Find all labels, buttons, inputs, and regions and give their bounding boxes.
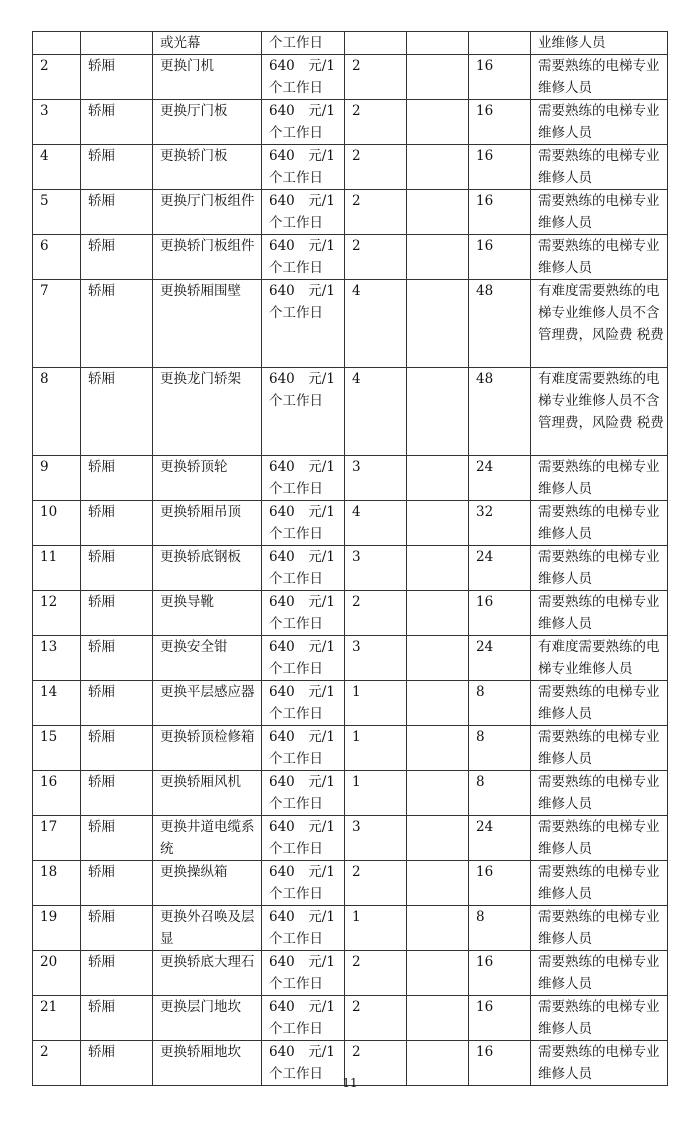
row-number-cell: 2 xyxy=(33,55,81,100)
price-cell: 640 元/1个工作日 xyxy=(262,145,345,190)
table-row xyxy=(33,906,668,951)
blank-cell xyxy=(407,456,469,501)
part-cell: 轿厢 xyxy=(81,591,153,636)
blank-cell xyxy=(407,861,469,906)
days-cell: 2 xyxy=(345,235,407,280)
part-cell xyxy=(81,32,153,55)
blank-cell xyxy=(407,235,469,280)
hours-cell: 16 xyxy=(469,861,531,906)
part-cell: 轿厢 xyxy=(81,456,153,501)
part-cell: 轿厢 xyxy=(81,280,153,368)
note-cell: 需要熟练的电梯专业维修人员 xyxy=(531,145,668,190)
table-row xyxy=(33,190,668,235)
note-cell: 业维修人员 xyxy=(531,32,668,55)
hours-cell: 16 xyxy=(469,951,531,996)
note-cell: 需要熟练的电梯专业维修人员 xyxy=(531,726,668,771)
item-cell: 更换轿厢围壁 xyxy=(153,280,262,368)
note-cell: 需要熟练的电梯专业维修人员 xyxy=(531,190,668,235)
price-cell: 640 元/1个工作日 xyxy=(262,100,345,145)
days-cell: 2 xyxy=(345,591,407,636)
note-cell: 需要熟练的电梯专业维修人员 xyxy=(531,501,668,546)
hours-cell: 16 xyxy=(469,1041,531,1086)
note-cell: 需要熟练的电梯专业维修人员 xyxy=(531,591,668,636)
blank-cell xyxy=(407,501,469,546)
note-cell: 需要熟练的电梯专业维修人员 xyxy=(531,456,668,501)
table-row xyxy=(33,816,668,861)
table-row xyxy=(33,546,668,591)
days-cell: 1 xyxy=(345,771,407,816)
blank-cell xyxy=(407,906,469,951)
item-cell: 更换井道电缆系统 xyxy=(153,816,262,861)
note-cell: 需要熟练的电梯专业维修人员 xyxy=(531,100,668,145)
row-number-cell: 21 xyxy=(33,996,81,1041)
note-cell: 需要熟练的电梯专业维修人员 xyxy=(531,235,668,280)
item-cell: 更换轿底钢板 xyxy=(153,546,262,591)
days-cell: 2 xyxy=(345,190,407,235)
table-row xyxy=(33,32,668,55)
price-cell: 640 元/1个工作日 xyxy=(262,996,345,1041)
part-cell: 轿厢 xyxy=(81,145,153,190)
part-cell: 轿厢 xyxy=(81,771,153,816)
row-number-cell: 7 xyxy=(33,280,81,368)
item-cell: 更换轿顶检修箱 xyxy=(153,726,262,771)
price-cell: 640 元/1个工作日 xyxy=(262,591,345,636)
price-cell: 640 元/1个工作日 xyxy=(262,190,345,235)
part-cell: 轿厢 xyxy=(81,100,153,145)
price-cell: 640 元/1个工作日 xyxy=(262,771,345,816)
row-number-cell: 11 xyxy=(33,546,81,591)
part-cell: 轿厢 xyxy=(81,368,153,456)
item-cell: 更换厅门板 xyxy=(153,100,262,145)
item-cell: 更换层门地坎 xyxy=(153,996,262,1041)
table-row xyxy=(33,280,668,368)
table-row xyxy=(33,951,668,996)
price-cell: 640 元/1个工作日 xyxy=(262,280,345,368)
hours-cell: 16 xyxy=(469,190,531,235)
price-cell: 640 元/1个工作日 xyxy=(262,235,345,280)
row-number-cell: 19 xyxy=(33,906,81,951)
item-cell: 更换安全钳 xyxy=(153,636,262,681)
blank-cell xyxy=(407,280,469,368)
days-cell: 3 xyxy=(345,816,407,861)
hours-cell: 16 xyxy=(469,100,531,145)
table-row xyxy=(33,235,668,280)
table-row xyxy=(33,501,668,546)
note-cell: 需要熟练的电梯专业维修人员 xyxy=(531,681,668,726)
table-row xyxy=(33,368,668,456)
part-cell: 轿厢 xyxy=(81,235,153,280)
item-cell: 更换轿底大理石 xyxy=(153,951,262,996)
table-row xyxy=(33,456,668,501)
item-cell: 更换平层感应器 xyxy=(153,681,262,726)
page-number: 11 xyxy=(342,1076,358,1090)
item-cell: 更换轿厢吊顶 xyxy=(153,501,262,546)
row-number-cell: 3 xyxy=(33,100,81,145)
item-cell: 更换厅门板组件 xyxy=(153,190,262,235)
blank-cell xyxy=(407,100,469,145)
price-cell: 640 元/1个工作日 xyxy=(262,55,345,100)
part-cell: 轿厢 xyxy=(81,1041,153,1086)
price-cell: 640 元/1个工作日 xyxy=(262,816,345,861)
price-cell: 640 元/1个工作日 xyxy=(262,636,345,681)
days-cell: 2 xyxy=(345,996,407,1041)
hours-cell: 48 xyxy=(469,280,531,368)
blank-cell xyxy=(407,951,469,996)
days-cell: 3 xyxy=(345,636,407,681)
days-cell: 2 xyxy=(345,55,407,100)
price-cell: 640 元/1个工作日 xyxy=(262,456,345,501)
hours-cell: 16 xyxy=(469,235,531,280)
days-cell: 2 xyxy=(345,145,407,190)
days-cell: 2 xyxy=(345,1041,407,1086)
note-cell: 需要熟练的电梯专业维修人员 xyxy=(531,55,668,100)
hours-cell: 32 xyxy=(469,501,531,546)
note-cell: 有难度需要熟练的电梯专业维修人员 xyxy=(531,636,668,681)
row-number-cell: 13 xyxy=(33,636,81,681)
table-row xyxy=(33,100,668,145)
price-cell: 640 元/1个工作日 xyxy=(262,368,345,456)
note-cell: 需要熟练的电梯专业维修人员 xyxy=(531,546,668,591)
table-body xyxy=(33,32,668,1086)
hours-cell: 16 xyxy=(469,996,531,1041)
table-row xyxy=(33,55,668,100)
row-number-cell: 2 xyxy=(33,1041,81,1086)
blank-cell xyxy=(407,145,469,190)
row-number-cell: 14 xyxy=(33,681,81,726)
hours-cell: 24 xyxy=(469,456,531,501)
hours-cell: 16 xyxy=(469,55,531,100)
part-cell: 轿厢 xyxy=(81,55,153,100)
row-number-cell: 5 xyxy=(33,190,81,235)
part-cell: 轿厢 xyxy=(81,951,153,996)
row-number-cell: 18 xyxy=(33,861,81,906)
price-cell: 640 元/1个工作日 xyxy=(262,501,345,546)
days-cell: 2 xyxy=(345,100,407,145)
row-number-cell: 6 xyxy=(33,235,81,280)
days-cell: 1 xyxy=(345,726,407,771)
item-cell: 更换轿门板 xyxy=(153,145,262,190)
item-cell: 更换外召唤及层显 xyxy=(153,906,262,951)
table-row xyxy=(33,636,668,681)
note-cell: 有难度需要熟练的电梯专业维修人员不含管理费，风险费 税费 xyxy=(531,368,668,456)
note-cell: 需要熟练的电梯专业维修人员 xyxy=(531,906,668,951)
price-cell: 640 元/1个工作日 xyxy=(262,726,345,771)
hours-cell: 48 xyxy=(469,368,531,456)
repair-items-table xyxy=(32,31,668,1086)
row-number-cell: 12 xyxy=(33,591,81,636)
item-cell: 更换轿厢地坎 xyxy=(153,1041,262,1086)
hours-cell: 24 xyxy=(469,546,531,591)
hours-cell: 24 xyxy=(469,816,531,861)
table-row xyxy=(33,726,668,771)
table-row xyxy=(33,996,668,1041)
item-cell: 更换导靴 xyxy=(153,591,262,636)
row-number-cell xyxy=(33,32,81,55)
note-cell: 需要熟练的电梯专业维修人员 xyxy=(531,1041,668,1086)
part-cell: 轿厢 xyxy=(81,190,153,235)
days-cell: 3 xyxy=(345,456,407,501)
hours-cell: 8 xyxy=(469,906,531,951)
price-cell: 640 元/1个工作日 xyxy=(262,1041,345,1086)
blank-cell xyxy=(407,591,469,636)
days-cell: 4 xyxy=(345,501,407,546)
row-number-cell: 17 xyxy=(33,816,81,861)
price-cell: 个工作日 xyxy=(262,32,345,55)
part-cell: 轿厢 xyxy=(81,861,153,906)
hours-cell: 8 xyxy=(469,726,531,771)
part-cell: 轿厢 xyxy=(81,501,153,546)
days-cell: 3 xyxy=(345,546,407,591)
hours-cell: 24 xyxy=(469,636,531,681)
row-number-cell: 20 xyxy=(33,951,81,996)
hours-cell: 8 xyxy=(469,681,531,726)
item-cell: 更换龙门轿架 xyxy=(153,368,262,456)
days-cell: 1 xyxy=(345,906,407,951)
blank-cell xyxy=(407,636,469,681)
note-cell: 需要熟练的电梯专业维修人员 xyxy=(531,816,668,861)
price-cell: 640 元/1个工作日 xyxy=(262,906,345,951)
blank-cell xyxy=(407,771,469,816)
price-cell: 640 元/1个工作日 xyxy=(262,861,345,906)
hours-cell: 16 xyxy=(469,591,531,636)
part-cell: 轿厢 xyxy=(81,726,153,771)
table-row xyxy=(33,861,668,906)
note-cell: 需要熟练的电梯专业维修人员 xyxy=(531,996,668,1041)
blank-cell xyxy=(407,55,469,100)
part-cell: 轿厢 xyxy=(81,996,153,1041)
part-cell: 轿厢 xyxy=(81,636,153,681)
row-number-cell: 8 xyxy=(33,368,81,456)
days-cell xyxy=(345,32,407,55)
hours-cell: 8 xyxy=(469,771,531,816)
note-cell: 有难度需要熟练的电梯专业维修人员不含管理费，风险费 税费 xyxy=(531,280,668,368)
price-cell: 640 元/1个工作日 xyxy=(262,681,345,726)
row-number-cell: 10 xyxy=(33,501,81,546)
row-number-cell: 9 xyxy=(33,456,81,501)
table-row xyxy=(33,145,668,190)
item-cell: 更换轿厢风机 xyxy=(153,771,262,816)
row-number-cell: 15 xyxy=(33,726,81,771)
blank-cell xyxy=(407,190,469,235)
blank-cell xyxy=(407,996,469,1041)
blank-cell xyxy=(407,368,469,456)
hours-cell xyxy=(469,32,531,55)
note-cell: 需要熟练的电梯专业维修人员 xyxy=(531,771,668,816)
note-cell: 需要熟练的电梯专业维修人员 xyxy=(531,861,668,906)
item-cell: 或光幕 xyxy=(153,32,262,55)
blank-cell xyxy=(407,681,469,726)
blank-cell xyxy=(407,726,469,771)
blank-cell xyxy=(407,546,469,591)
table-row xyxy=(33,591,668,636)
part-cell: 轿厢 xyxy=(81,681,153,726)
blank-cell xyxy=(407,816,469,861)
days-cell: 2 xyxy=(345,951,407,996)
row-number-cell: 16 xyxy=(33,771,81,816)
price-cell: 640 元/1个工作日 xyxy=(262,951,345,996)
item-cell: 更换门机 xyxy=(153,55,262,100)
part-cell: 轿厢 xyxy=(81,816,153,861)
days-cell: 1 xyxy=(345,681,407,726)
part-cell: 轿厢 xyxy=(81,546,153,591)
part-cell: 轿厢 xyxy=(81,906,153,951)
table-row xyxy=(33,771,668,816)
blank-cell xyxy=(407,32,469,55)
item-cell: 更换轿门板组件 xyxy=(153,235,262,280)
hours-cell: 16 xyxy=(469,145,531,190)
note-cell: 需要熟练的电梯专业维修人员 xyxy=(531,951,668,996)
table-row xyxy=(33,681,668,726)
item-cell: 更换轿顶轮 xyxy=(153,456,262,501)
item-cell: 更换操纵箱 xyxy=(153,861,262,906)
row-number-cell: 4 xyxy=(33,145,81,190)
days-cell: 4 xyxy=(345,280,407,368)
days-cell: 4 xyxy=(345,368,407,456)
price-cell: 640 元/1个工作日 xyxy=(262,546,345,591)
days-cell: 2 xyxy=(345,861,407,906)
